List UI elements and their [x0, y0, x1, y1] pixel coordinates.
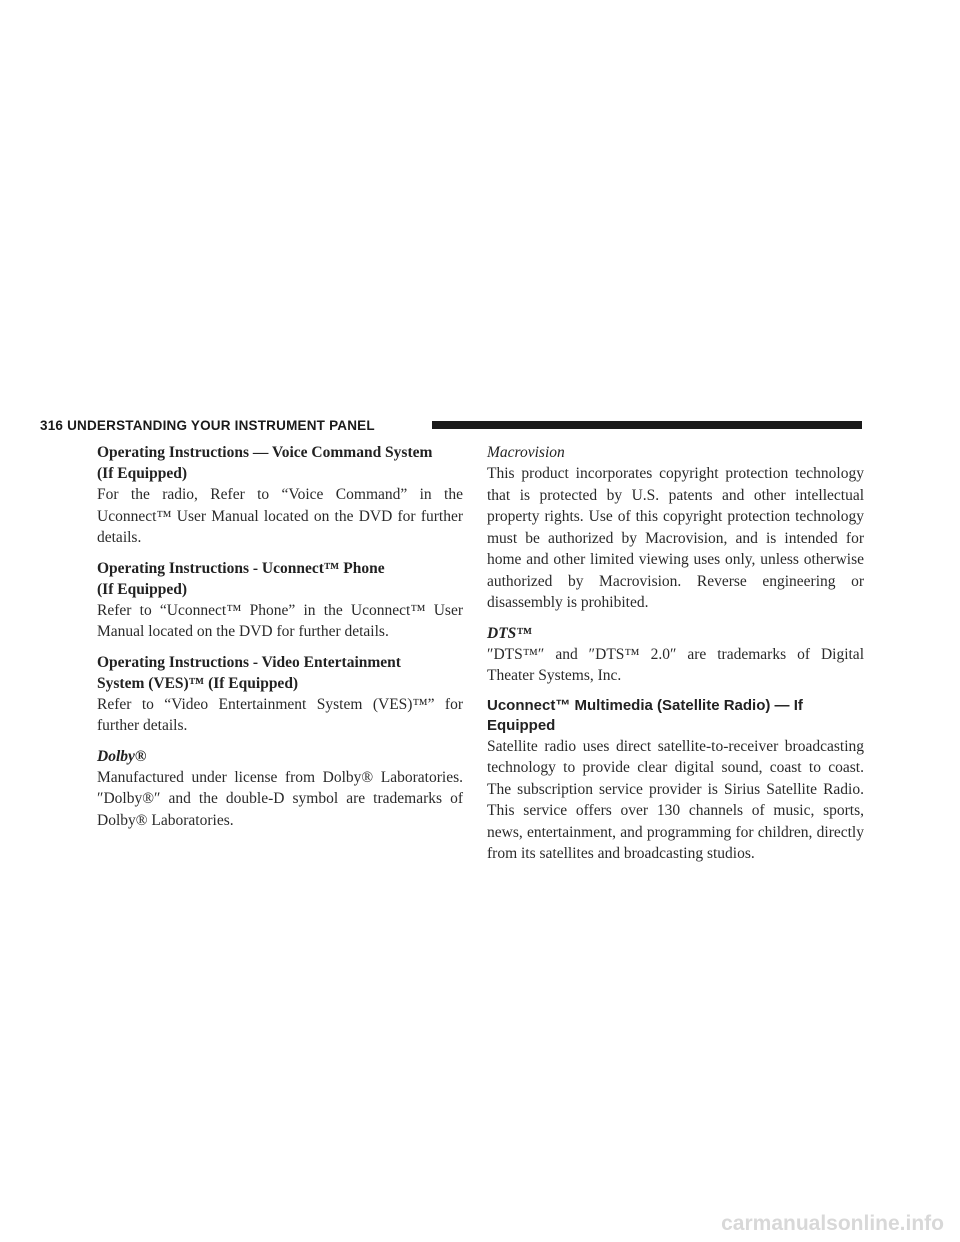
section-body: Satellite radio uses direct satellite-to-receiver broadcasting technology to provide clear digital sound, coast to coast. The subscription service provider is Sirius Satellite Radio. This service offers over 130 channels of music, sports, news, entertainment, and programming for children, directly from its satellites and broadcasting studios.: [487, 737, 864, 862]
section-heading: Operating Instructions - Video Entertainment: [97, 653, 401, 671]
section-macrovision: [487, 442, 864, 614]
section-body: Refer to “Video Entertainment System (VES)™” for further details.: [97, 695, 463, 734]
left-column: [97, 442, 463, 831]
section-heading: Macrovision: [487, 444, 565, 461]
section-heading: Operating Instructions — Voice Command System: [97, 444, 433, 461]
section-heading: Operating Instructions - Uconnect™ Phone: [97, 559, 385, 577]
section-heading: Uconnect™ Multimedia (Satellite Radio) — If: [487, 696, 803, 714]
section-dts: [487, 623, 864, 687]
section-satellite-radio: [487, 696, 864, 865]
section-video-entertainment: [97, 652, 463, 737]
section-voice-command: [97, 442, 463, 549]
page-number-section-title: 316 UNDERSTANDING YOUR INSTRUMENT PANEL: [40, 418, 375, 433]
header-rule: [432, 421, 862, 429]
section-body: Manufactured under license from Dolby® Laboratories. ″Dolby®″ and the double-D symbol are trademarks of Dolby® Laboratories.: [97, 768, 463, 829]
watermark: carmanualsonline.info: [721, 1212, 944, 1235]
section-heading-cont: Equipped: [487, 716, 556, 734]
section-heading: Dolby®: [97, 747, 147, 765]
section-uconnect-phone: [97, 558, 463, 643]
section-heading-cont: (If Equipped): [97, 580, 188, 598]
section-heading-cont: System (VES)™ (If Equipped): [97, 674, 299, 692]
right-column: [487, 442, 864, 865]
section-heading-cont: (If Equipped): [97, 465, 188, 482]
section-body: This product incorporates copyright protection technology that is protected by U.S. patents and other intellectual property rights. Use of this copyright protection technology must be authorized by Macrovision, and is intended for home and other limited viewing uses only, unless otherwise authorized by Macrovision. Reverse engineering or disassembly is prohibited.: [487, 465, 864, 611]
section-body: ″DTS™″ and ″DTS™ 2.0″ are trademarks of Digital Theater Systems, Inc.: [487, 645, 864, 684]
section-dolby: [97, 746, 463, 832]
section-body: For the radio, Refer to “Voice Command” in the Uconnect™ User Manual located on the DVD for further details.: [97, 486, 463, 546]
section-body: Refer to “Uconnect™ Phone” in the Uconnect™ User Manual located on the DVD for further details.: [97, 601, 463, 640]
section-heading: DTS™: [487, 624, 532, 642]
page-header: [40, 416, 862, 438]
